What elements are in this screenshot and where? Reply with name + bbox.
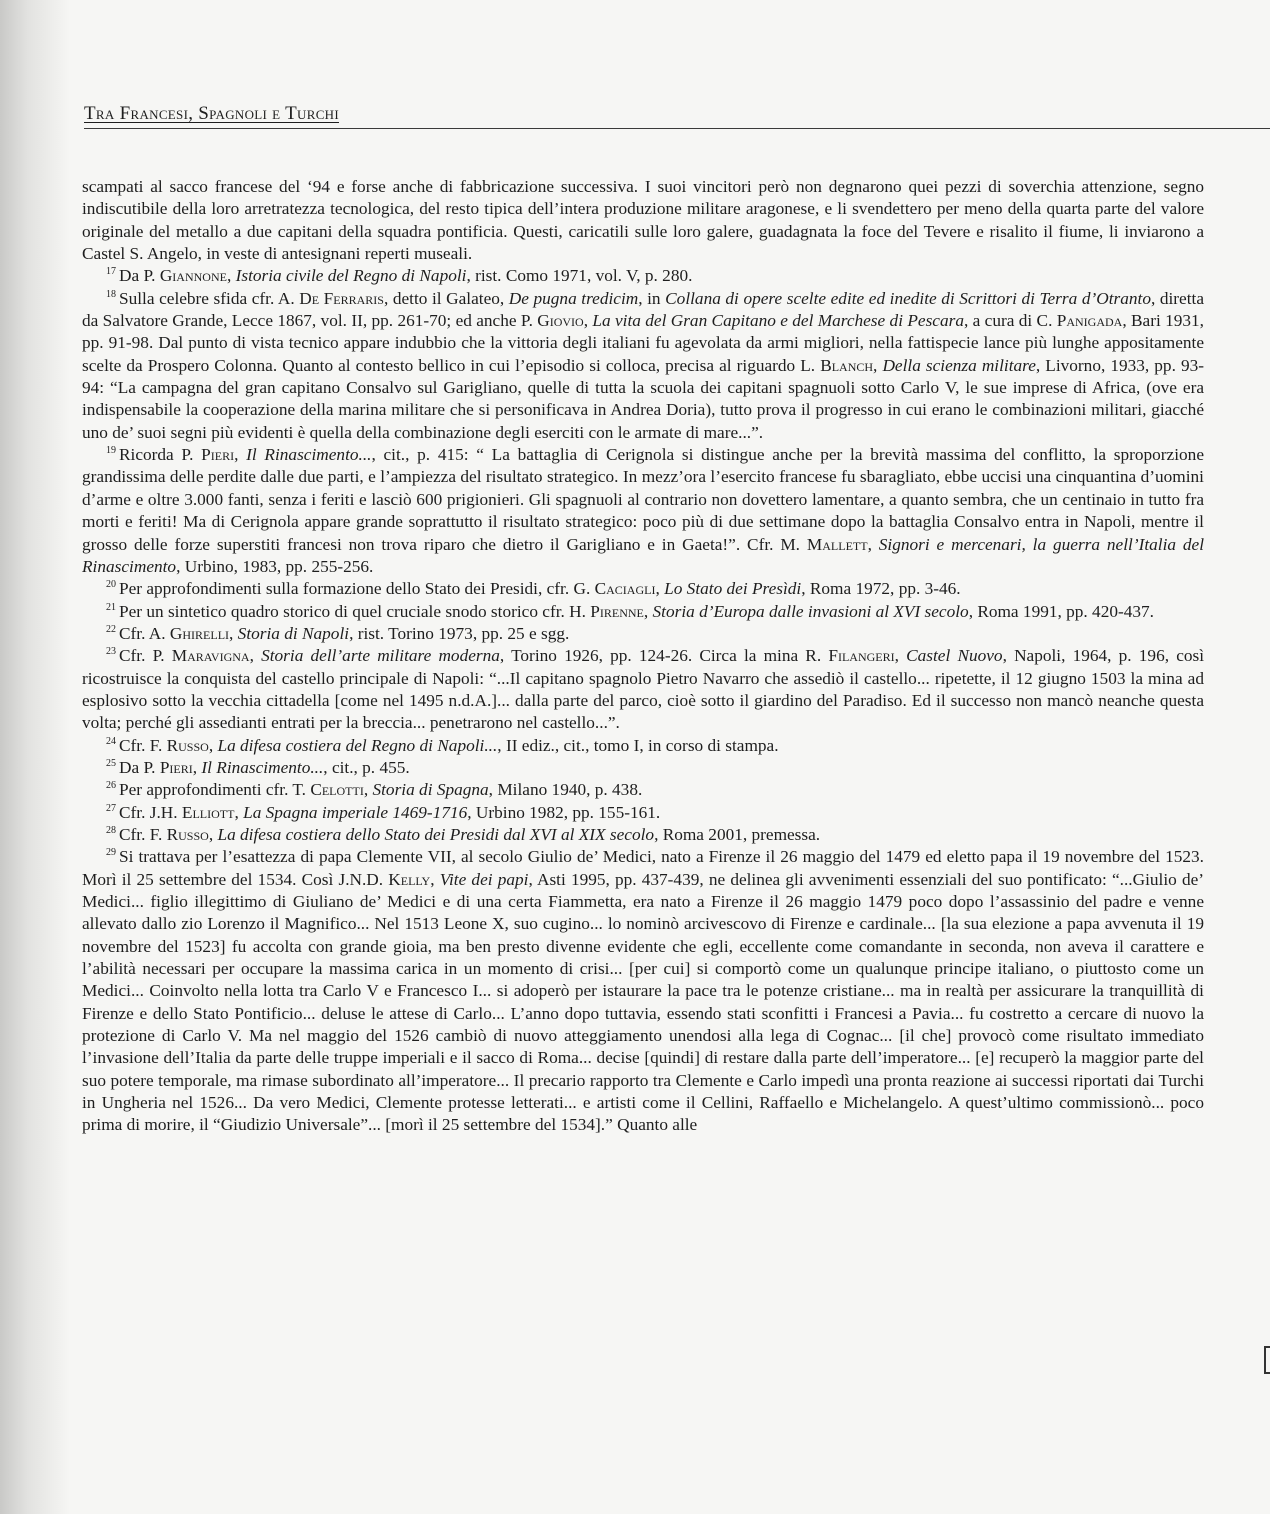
text-run: , detto il Galateo, (383, 288, 509, 308)
footnote-28 (82, 824, 1204, 846)
work-title: La difesa costiera dello Stato dei Presidi dal XVI al XIX secolo (217, 824, 655, 844)
text-run: , Napoli, 1964, p. 196, così ricostruisce la conquista del castello principale di Napoli: “...Il capitano spagnolo Pietro Navarro che assediò il castello... ripetette, il 12 giugno 1503 la mina ad esplosivo sotto la vecchia cittadella [come nel 1495 n.d.A.]... dalla parte del parco, cioè sotto il giardino del Paradiso. Ed il successo non mancò neanche questa volta; perché gli assedianti entrati per la breccia... penetrarono nel castello...”. (82, 646, 1205, 733)
text-run: , (208, 735, 218, 755)
text-run: , rist. Torino 1973, pp. 25 e sgg. (349, 623, 570, 643)
footnote-number: 23 (106, 646, 116, 658)
text-run: , Roma 1972, pp. 3-46. (801, 579, 961, 599)
footnote-number: 18 (106, 288, 116, 300)
text-run: Cfr. A. (119, 623, 170, 643)
author-name: Blanch (820, 355, 874, 375)
text-run: , Bari 1931, pp. 91-98. Dal punto di vista tecnico appare indubbio che la vittoria degli italiani fu agevolata da armi migliori, nella fattispecie lance più lunghe appositamente scelte da Prospero Colonna. Quanto al contesto bellico in cui l’episodio si colloca, precisa al riguardo L. (82, 311, 1204, 375)
footnote-number: 21 (106, 601, 116, 613)
footnote-number: 20 (106, 579, 116, 591)
author-name: Maravigna (171, 646, 250, 666)
text-run: , (249, 646, 262, 666)
work-title: Vite dei papi (439, 869, 529, 889)
text-run: , (234, 445, 247, 465)
text-run: , (643, 601, 653, 621)
text-run: Cfr. F. (119, 824, 167, 844)
text-run: , rist. Como 1971, vol. V, p. 280. (466, 266, 693, 286)
text-run: Per approfondimenti cfr. T. (119, 780, 311, 800)
footnote-21 (82, 601, 1204, 623)
text-run: , Urbino 1982, pp. 155-161. (467, 802, 661, 822)
text-run: , diretta da Salvatore Grande, Lecce 1867, vol. II, pp. 261-70; ed anche P. (82, 288, 1205, 331)
author-name: Russo (166, 824, 209, 844)
text-run: , Torino 1926, pp. 124-26. Circa la mina R. (499, 646, 829, 666)
text-run: , (873, 355, 883, 375)
author-name: Russo (166, 735, 209, 755)
text-run: scampati al sacco francese del ‘94 e forse anche di fabbricazione successiva. I suoi vincitori però non degnarono quei pezzi di soverchia attenzione, segno indiscutibile della loro arretratezza tecnologica, del resto tipica dell’intera produzione militare aragonese, e li svendettero per meno della quarta parte del valore originale del metallo a due capitani della squadra pontificia. Questi, caricatili sulle loro galere, guadagnata la foce del Tevere e risalito il fiume, li inviarono a Castel S. Angelo, in veste di antesignani reperti museali. (82, 177, 1204, 264)
text-run: , (226, 266, 236, 286)
author-name: De Ferraris (299, 288, 384, 308)
author-name: Caciagli (594, 579, 656, 599)
work-title: Storia dell’arte militare moderna (261, 646, 500, 666)
footnote-number: 17 (106, 266, 116, 278)
author-name: Kelly (388, 869, 431, 889)
text-run: , Asti 1995, pp. 437-439, ne delinea gli avvenimenti essenziali del suo pontificato: “...Giulio de’ Medici... figlio illegittimo di Giuliano de’ Medici e di una certa Fiammetta, era nato a Firenze il 26 maggio 1479 poco dopo l’assassinio del padre e venne allevato dallo zio Lorenzo il Magnifico... Nel 1513 Leone X, suo cugino... lo nominò arcivescovo di Firenze e cardinale... [la sua elezione a papa avvenuta il 19 novembre del 1523] fu accolta con grande gioia, ma ben presto divenne evidente che egli, eccellente come comandante in seconda, non aveva il carattere e l’abilità necessari per occupare la massima carica in un momento di crisi... [per cui] si comportò come un qualunque principe italiano, o piuttosto come un Medici... Coinvolto nella lotta tra Carlo V e Francesco I... si adoperò per istaurare la pace tra le potenze cristiane... ma in realtà per assicurare la tranquillità di Firenze e dello Stato Pontificio... deluse le attese di Carlo... L’anno dopo tuttavia, essendo stati sconfitti i Francesi a Pavia... fu costretto a cercare di nuovo la protezione di Carlo V. Ma nel maggio del 1526 cambiò di nuovo atteggiamento unendosi alla lega di Cognac... [il che] provocò come risultato immediato l’invasione dell’Italia da parte delle truppe imperiali e il sacco di Roma... decise [quindi] di restare dalla parte dell’imperatore... [e] recuperò la maggior parte del suo potere temporale, ma rimase subordinato all’imperatore... Il precario rapporto tra Clemente e Carlo impedì una pronta reazione ai successi riportati dai Turchi in Ungheria nel 1526... Da vero Medici, Clemente protesse letterati... e artisti come il Cellini, Raffaello e Michelangelo. A quest’ultimo commissionò... poco prima di morire, il “Giudizio Universale”... [morì il 25 settembre del 1534].” Quanto alle (82, 869, 1205, 1135)
text-run: Per un sintetico quadro storico di quel cruciale snodo storico cfr. H. (119, 601, 591, 621)
text-run: , (229, 623, 238, 643)
author-name: Pieri (201, 445, 235, 465)
text-run: , cit., p. 415: “ La battaglia di Cerignola si distingue anche per la brevità massima del conflitto, la sproporzione grandissima delle perdite dalle due parti, e l’ampiezza del risultato strategico. In mezz’ora l’esercito francese fu sbaragliato, ebbe uccisi una cinquantina d’uomini d’arme e oltre 3.000 fanti, senza i feriti e lasciò 600 prigionieri. Gli spagnuoli al contrario non dovettero lamentare, a quanto sembra, che un centinaio in tutto fra morti e feriti! Ma di Cerignola appare grande soprattutto il risultato strategico: poco più di due settimane dopo la battaglia Consalvo entra in Napoli, mentre il grosso delle forze superstiti francesi non trova riparo che dietro il Garigliano e in Gaeta!”. Cfr. M. (82, 445, 1204, 554)
footnote-20 (82, 578, 1204, 600)
footnote-number: 22 (106, 623, 116, 635)
text-run: , (430, 869, 440, 889)
footnote-26 (82, 779, 1204, 801)
author-name: Celotti (310, 780, 364, 800)
footnote-25 (82, 757, 1204, 779)
footnote-number: 19 (106, 445, 116, 457)
work-title: De pugna tredicim (508, 288, 639, 308)
text-run: , (894, 646, 907, 666)
author-name: Giannone (159, 266, 227, 286)
text-run: , a cura di C. (963, 311, 1057, 331)
text-run: Da P. (119, 757, 160, 777)
text-run: , (867, 534, 879, 554)
text-run: Per approfondimenti sulla formazione dello Stato dei Presidi, cfr. G. (119, 579, 595, 599)
text-run: Cfr. F. (119, 735, 167, 755)
footnote-number: 28 (106, 824, 116, 836)
work-title: La vita del Gran Capitano e del Marchese di Pescara (592, 311, 964, 331)
text-run: , II ediz., cit., tomo I, in corso di stampa. (497, 735, 779, 755)
author-name: Elliott (181, 802, 235, 822)
work-title: Il Rinascimento... (201, 757, 324, 777)
work-title: Della scienza militare (882, 355, 1036, 375)
work-title: Istoria civile del Regno di Napoli (235, 266, 467, 286)
work-title: La Spagna imperiale 1469-1716 (243, 802, 468, 822)
footnote-27 (82, 802, 1204, 824)
footnote-number: 27 (106, 802, 116, 814)
text-run: , (234, 802, 244, 822)
author-name: Panigada (1056, 311, 1123, 331)
work-title: Il Rinascimento... (246, 445, 372, 465)
work-title: Castel Nuovo (906, 646, 1003, 666)
work-title: La difesa costiera del Regno di Napoli... (217, 735, 498, 755)
footnote-number: 24 (106, 735, 116, 747)
work-title: Storia d’Europa dalle invasioni al XVI secolo (652, 601, 969, 621)
work-title: Storia di Napoli (237, 623, 350, 643)
text-run: , (192, 757, 202, 777)
footnote-number: 25 (106, 757, 116, 769)
text-run: Sulla celebre sfida cfr. A. (119, 288, 300, 308)
footnote-29 (82, 846, 1204, 1136)
text-run: , Roma 1991, pp. 420-437. (968, 601, 1154, 621)
text-run: Da P. (119, 266, 160, 286)
work-title: Collana di opere scelte edite ed inedite di Scrittori di Terra d’Otranto (665, 288, 1151, 308)
text-run: , Roma 2001, premessa. (654, 824, 821, 844)
footnote-22 (82, 623, 1204, 645)
text-run: , Livorno, 1933, pp. 93-94: “La campagna del gran capitano Consalvo sul Garigliano, quelle di tutta la scuola dei capitani spagnuoli sotto Carlo V, le sue imprese di Africa, (ove era indispensabile la cooperazione della marina militare che si personificava in Andrea Doria), tutto prova il progresso in cui erano le combinazioni militari, giacché uno de’ suoi segni più evidenti è quella della combinazione degli eserciti con le armate di mare...”. (82, 355, 1204, 442)
work-title: Lo Stato dei Presìdi (664, 579, 802, 599)
author-name: Ghirelli (169, 623, 230, 643)
text-run: Si trattava per l’esattezza di papa Clemente VII, al secolo Giulio de’ Medici, nato a Firenze il 26 maggio del 1479 ed eletto papa il 19 novembre del 1523. Morì il 25 settembre del 1534. Così J.N.D. (82, 847, 1204, 889)
text-run: , Urbino, 1983, pp. 255-256. (176, 556, 374, 576)
work-title: Storia di Spagna (372, 780, 489, 800)
text-run: , Milano 1940, p. 438. (488, 780, 643, 800)
scan-edge-mark (1264, 1346, 1270, 1374)
text-run: , cit., p. 455. (323, 757, 410, 777)
running-title: Tra Francesi, Spagnoli e Turchi (84, 103, 339, 124)
footnote-19 (82, 444, 1204, 578)
author-name: Pirenne (590, 601, 644, 621)
continuation-paragraph (82, 176, 1204, 265)
text-run: , in (638, 288, 666, 308)
work-title: Signori e mercenari, la guerra nell’Italia del Rinascimento (82, 534, 1205, 576)
footnote-24 (82, 735, 1204, 757)
author-name: Filangeri (828, 646, 895, 666)
footnote-number: 29 (106, 847, 116, 859)
text-run: Cfr. J.H. (119, 802, 182, 822)
author-name: Giovio (537, 311, 584, 331)
author-name: Mallett (806, 534, 868, 554)
text-run: , (208, 824, 218, 844)
text-run: , (583, 311, 593, 331)
author-name: Pieri (159, 757, 193, 777)
footnote-number: 26 (106, 780, 116, 792)
text-run: , (655, 579, 665, 599)
text-run: Ricorda P. (119, 445, 202, 465)
footnote-23 (82, 645, 1204, 734)
footnote-18 (82, 288, 1204, 444)
footnotes-body (82, 176, 1204, 1137)
footnote-17 (82, 265, 1204, 287)
text-run: , (363, 780, 373, 800)
binding-gutter-shadow (0, 0, 70, 1514)
text-run: Cfr. P. (119, 646, 172, 666)
running-head (84, 102, 1270, 129)
